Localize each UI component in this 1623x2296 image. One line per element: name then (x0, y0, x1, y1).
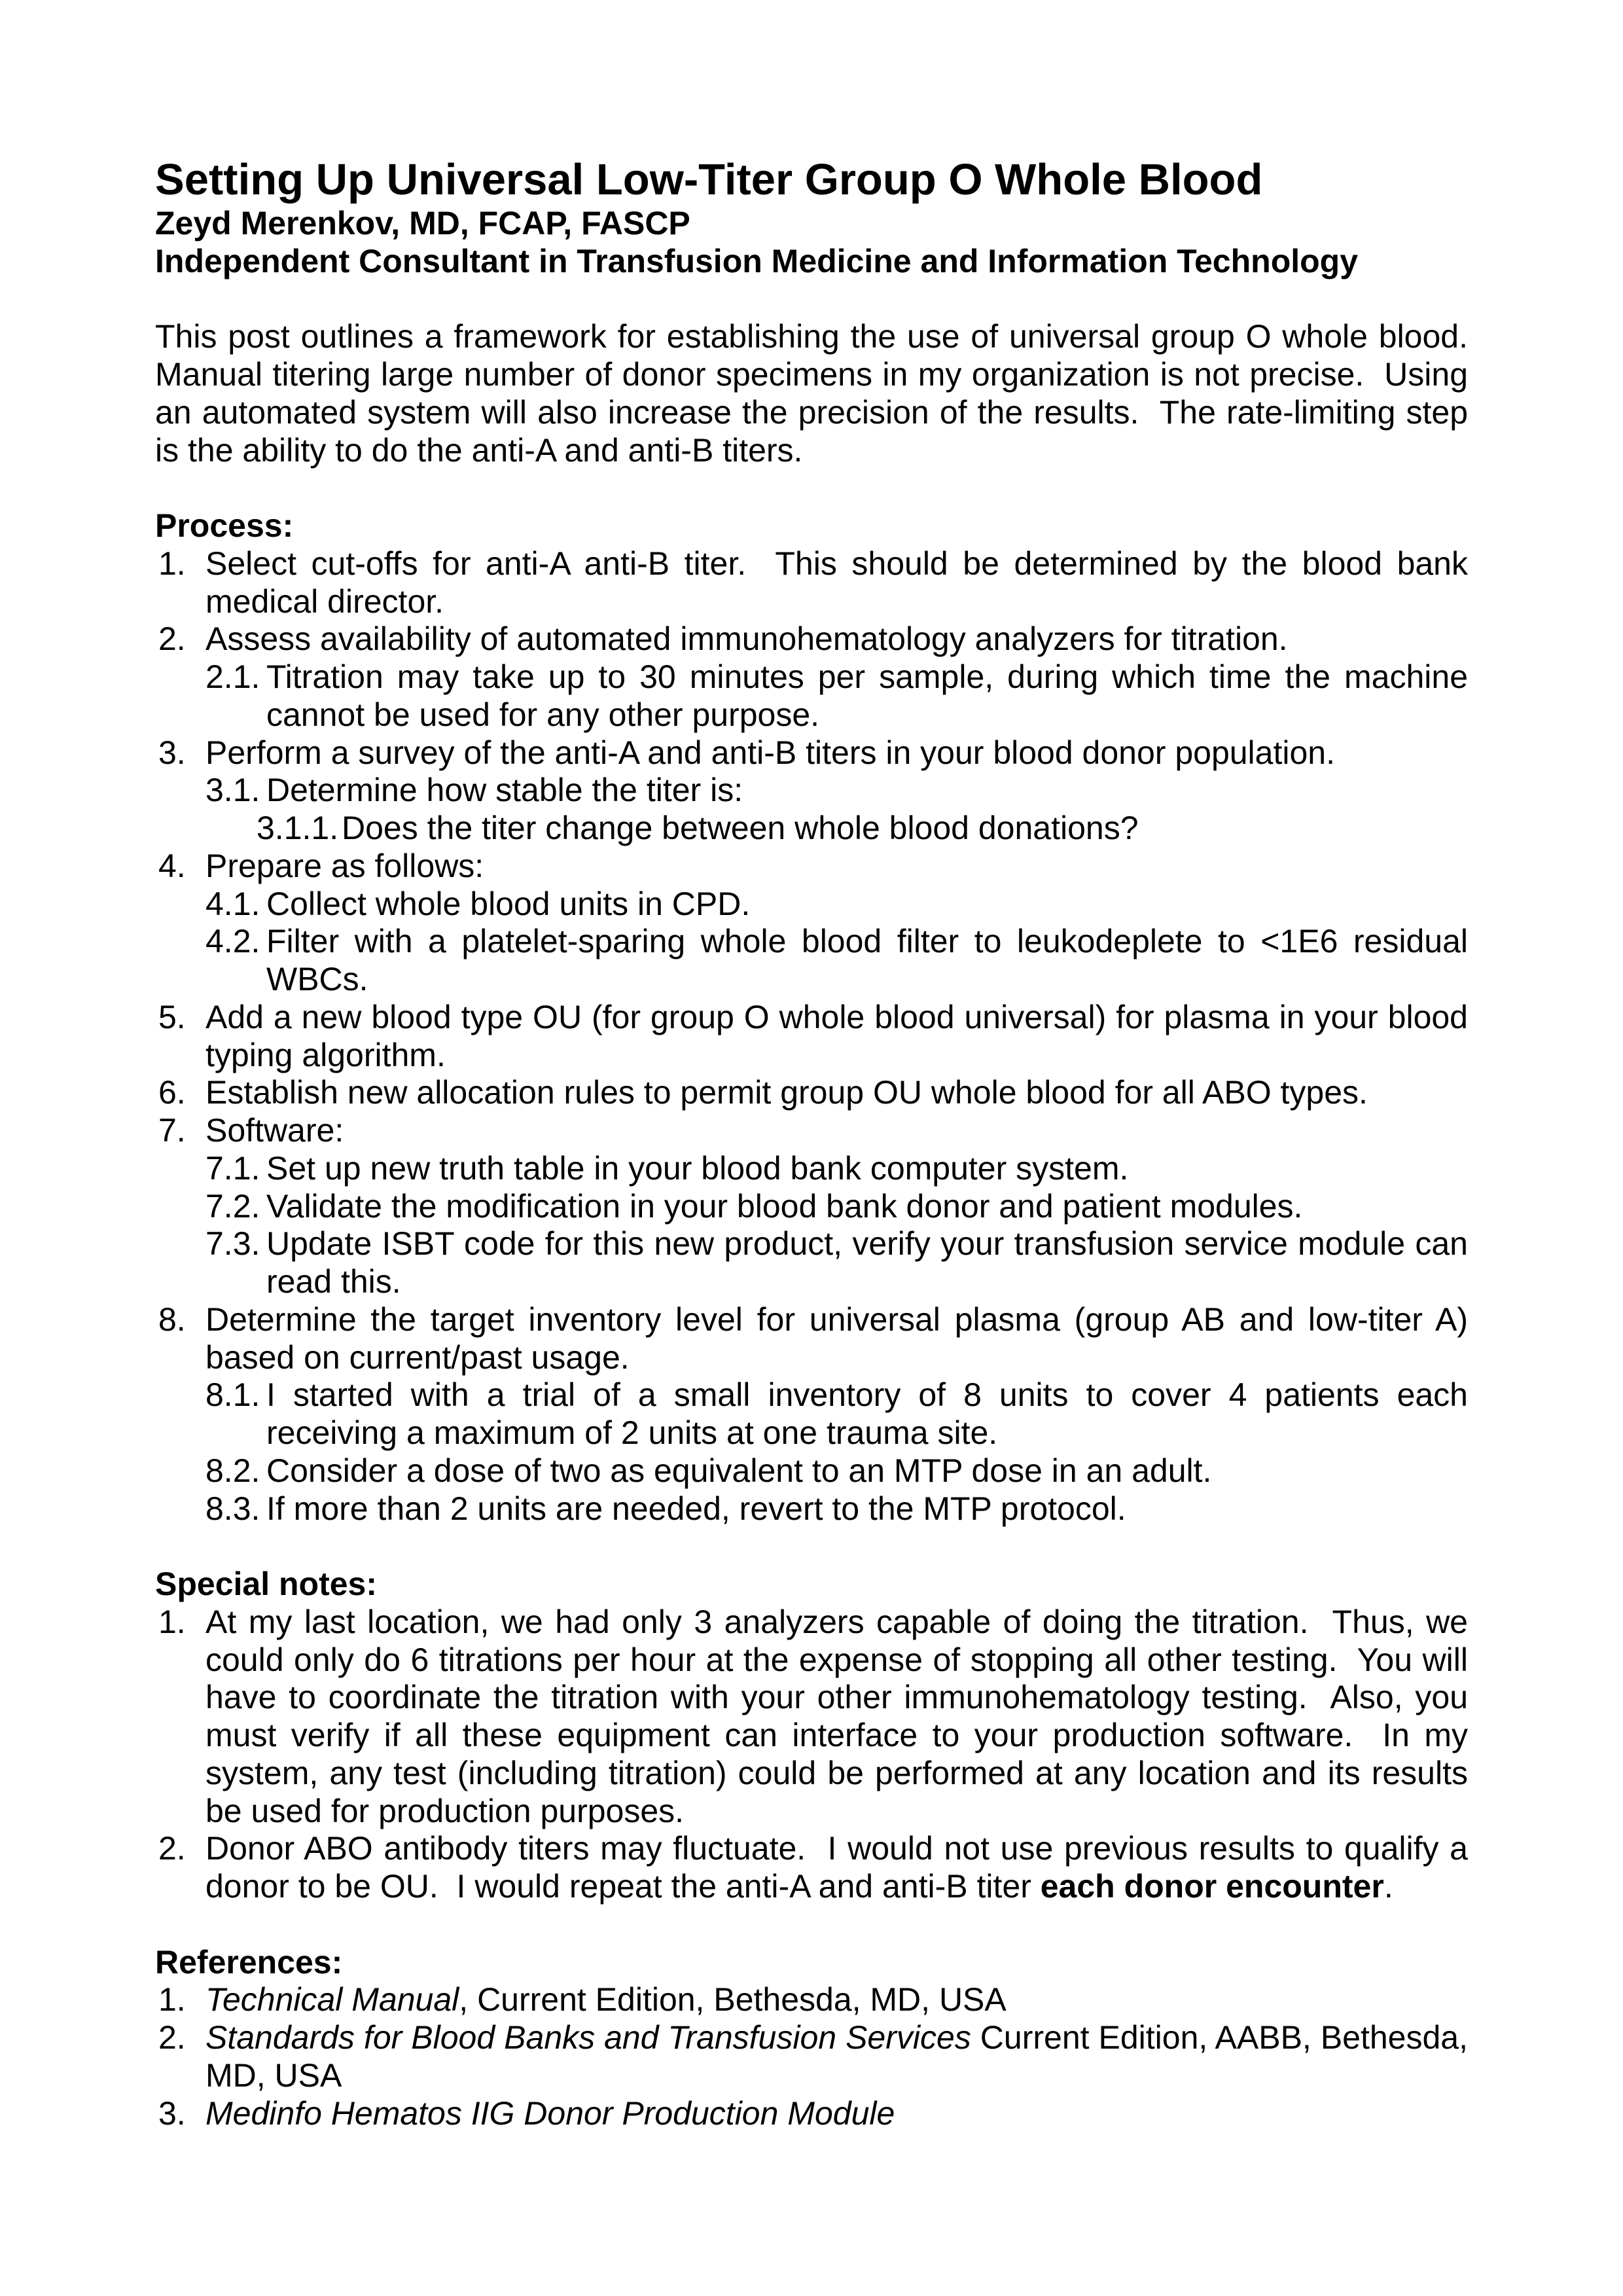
list-text: Determine how stable the titer is: (266, 772, 743, 809)
list-number: 3. (158, 734, 186, 771)
list-number: 2. (158, 1830, 186, 1867)
list-text: Prepare as follows: (205, 847, 484, 884)
list-item (155, 620, 1468, 658)
document-title: Setting Up Universal Low-Titer Group O Whole Blood (155, 155, 1263, 204)
list-text: Update ISBT code for this new product, verify your transfusion service module can read this. (266, 1225, 1468, 1300)
reference-item (155, 1981, 1468, 2019)
list-item (155, 734, 1468, 772)
list-item (155, 1452, 1468, 1490)
list-number: 7.2. (205, 1187, 260, 1225)
section-heading-references: References: (155, 1943, 343, 1981)
intro-paragraph: This post outlines a framework for establishing the use of universal group O whole blood. Manual titering large number of donor specimens in my organization is not precise. Using an automated system will also increase the precision of the results. The rate-limiting step is the ability to do the anti-A and anti-B titers. (155, 318, 1468, 469)
list-item (155, 772, 1468, 810)
list-number: 3. (158, 2094, 186, 2132)
list-item (155, 1490, 1468, 1528)
list-number: 2.1. (205, 658, 260, 695)
list-item (155, 1604, 1468, 1831)
list-item (155, 1074, 1468, 1112)
list-number: 4.1. (205, 885, 260, 922)
list-text: Add a new blood type OU (for group O whole blood universal) for plasma in your blood typing algorithm. (205, 998, 1468, 1073)
list-item (155, 1301, 1468, 1377)
list-text: Filter with a platelet-sparing whole blood filter to leukodeplete to <1E6 residual WBCs. (266, 923, 1468, 997)
spacer (155, 281, 1468, 319)
reference-text (205, 2095, 895, 2132)
list-number: 1. (158, 545, 186, 582)
list-text: Select cut-offs for anti-A anti-B titer. This should be determined by the blood bank medical director. (205, 545, 1468, 620)
spacer (155, 469, 1468, 507)
list-text: Does the titer change between whole blood donations? (342, 810, 1139, 846)
note-text-pre: Donor ABO antibody titers may fluctuate. I would not use previous results to qualify a donor to be OU. I would repeat the anti-A and anti-B titer (205, 1830, 1468, 1905)
list-text: Set up new truth table in your blood bank computer system. (266, 1149, 1129, 1187)
list-text: Assess availability of automated immunohematology analyzers for titration. (205, 620, 1288, 658)
list-number: 6. (158, 1074, 186, 1111)
list-number: 8. (158, 1300, 186, 1338)
list-text: At my last location, we had only 3 analyzers capable of doing the titration. Thus, we could only do 6 titrations per hour at the expense of stopping all other testing. You will have to coordinate the titration with your other immunohematology testing. Also, you must verify if all these equipment can interface to your production software. In my system, any test (including titration) could be performed at any location and its results be used for production purposes. (205, 1603, 1468, 1829)
list-number: 5. (158, 998, 186, 1035)
list-number: 2. (158, 620, 186, 658)
list-item (155, 658, 1468, 734)
list-text: Validate the modification in your blood bank donor and patient modules. (266, 1187, 1303, 1225)
reference-text (205, 1981, 1007, 2018)
spacer (155, 1528, 1468, 1566)
list-text: If more than 2 units are needed, revert to the MTP protocol. (266, 1490, 1126, 1527)
list-number: 1. (158, 1981, 186, 2018)
reference-item (155, 2095, 1468, 2133)
list-item (155, 1112, 1468, 1150)
list-number: 4. (158, 847, 186, 884)
list-text (205, 1830, 1468, 1905)
reference-title: Medinfo Hematos IIG Donor Production Module (205, 2094, 895, 2132)
reference-rest: , Current Edition, Bethesda, MD, USA (459, 1981, 1007, 2018)
list-item (155, 1150, 1468, 1188)
list-item (155, 923, 1468, 999)
reference-title: Technical Manual (205, 1981, 459, 2018)
list-item (155, 1225, 1468, 1301)
list-number: 7. (158, 1112, 186, 1149)
list-number: 1. (158, 1603, 186, 1640)
list-text: Collect whole blood units in CPD. (266, 885, 751, 922)
reference-item (155, 2019, 1468, 2095)
list-item (155, 999, 1468, 1075)
reference-rest: Current Edition, AABB, Bethesda, MD, USA (205, 2019, 1468, 2094)
list-item (155, 810, 1468, 848)
list-item (155, 1376, 1468, 1452)
list-text: Consider a dose of two as equivalent to an MTP dose in an adult. (266, 1452, 1212, 1489)
list-number: 8.1. (205, 1376, 260, 1414)
list-number: 4.2. (205, 923, 260, 960)
list-text: Perform a survey of the anti-A and anti-B titers in your blood donor population. (205, 734, 1335, 771)
author-line: Zeyd Merenkov, MD, FCAP, FASCP (155, 205, 690, 242)
list-text: Determine the target inventory level for universal plasma (group AB and low-titer A) based on current/past usage. (205, 1300, 1468, 1376)
list-text: Establish new allocation rules to permit group OU whole blood for all ABO types. (205, 1074, 1368, 1111)
list-item (155, 545, 1468, 621)
list-number: 8.2. (205, 1452, 260, 1489)
list-item (155, 1188, 1468, 1226)
list-text: Software: (205, 1112, 344, 1149)
list-number: 7.3. (205, 1225, 260, 1263)
note-text-post: . (1383, 1868, 1393, 1905)
section-heading-process: Process: (155, 507, 294, 544)
reference-title: Standards for Blood Banks and Transfusion Services (205, 2019, 971, 2056)
list-number: 2. (158, 2019, 186, 2056)
subtitle-line: Independent Consultant in Transfusion Medicine and Information Technology (155, 242, 1359, 279)
list-number: 3.1. (205, 772, 260, 809)
spacer (155, 1906, 1468, 1944)
section-heading-special-notes: Special notes: (155, 1566, 377, 1602)
list-number: 7.1. (205, 1149, 260, 1187)
list-text: Titration may take up to 30 minutes per sample, during which time the machine cannot be used for any other purpose. (266, 658, 1468, 733)
list-item (155, 1830, 1468, 1906)
list-text: I started with a trial of a small inventory of 8 units to cover 4 patients each receiving a maximum of 2 units at one trauma site. (266, 1376, 1468, 1451)
list-item (155, 848, 1468, 886)
list-number: 3.1.1. (257, 810, 339, 846)
note-text-bold: each donor encounter (1040, 1868, 1384, 1905)
reference-text (205, 2019, 1468, 2094)
list-item (155, 886, 1468, 924)
list-number: 8.3. (205, 1490, 260, 1527)
